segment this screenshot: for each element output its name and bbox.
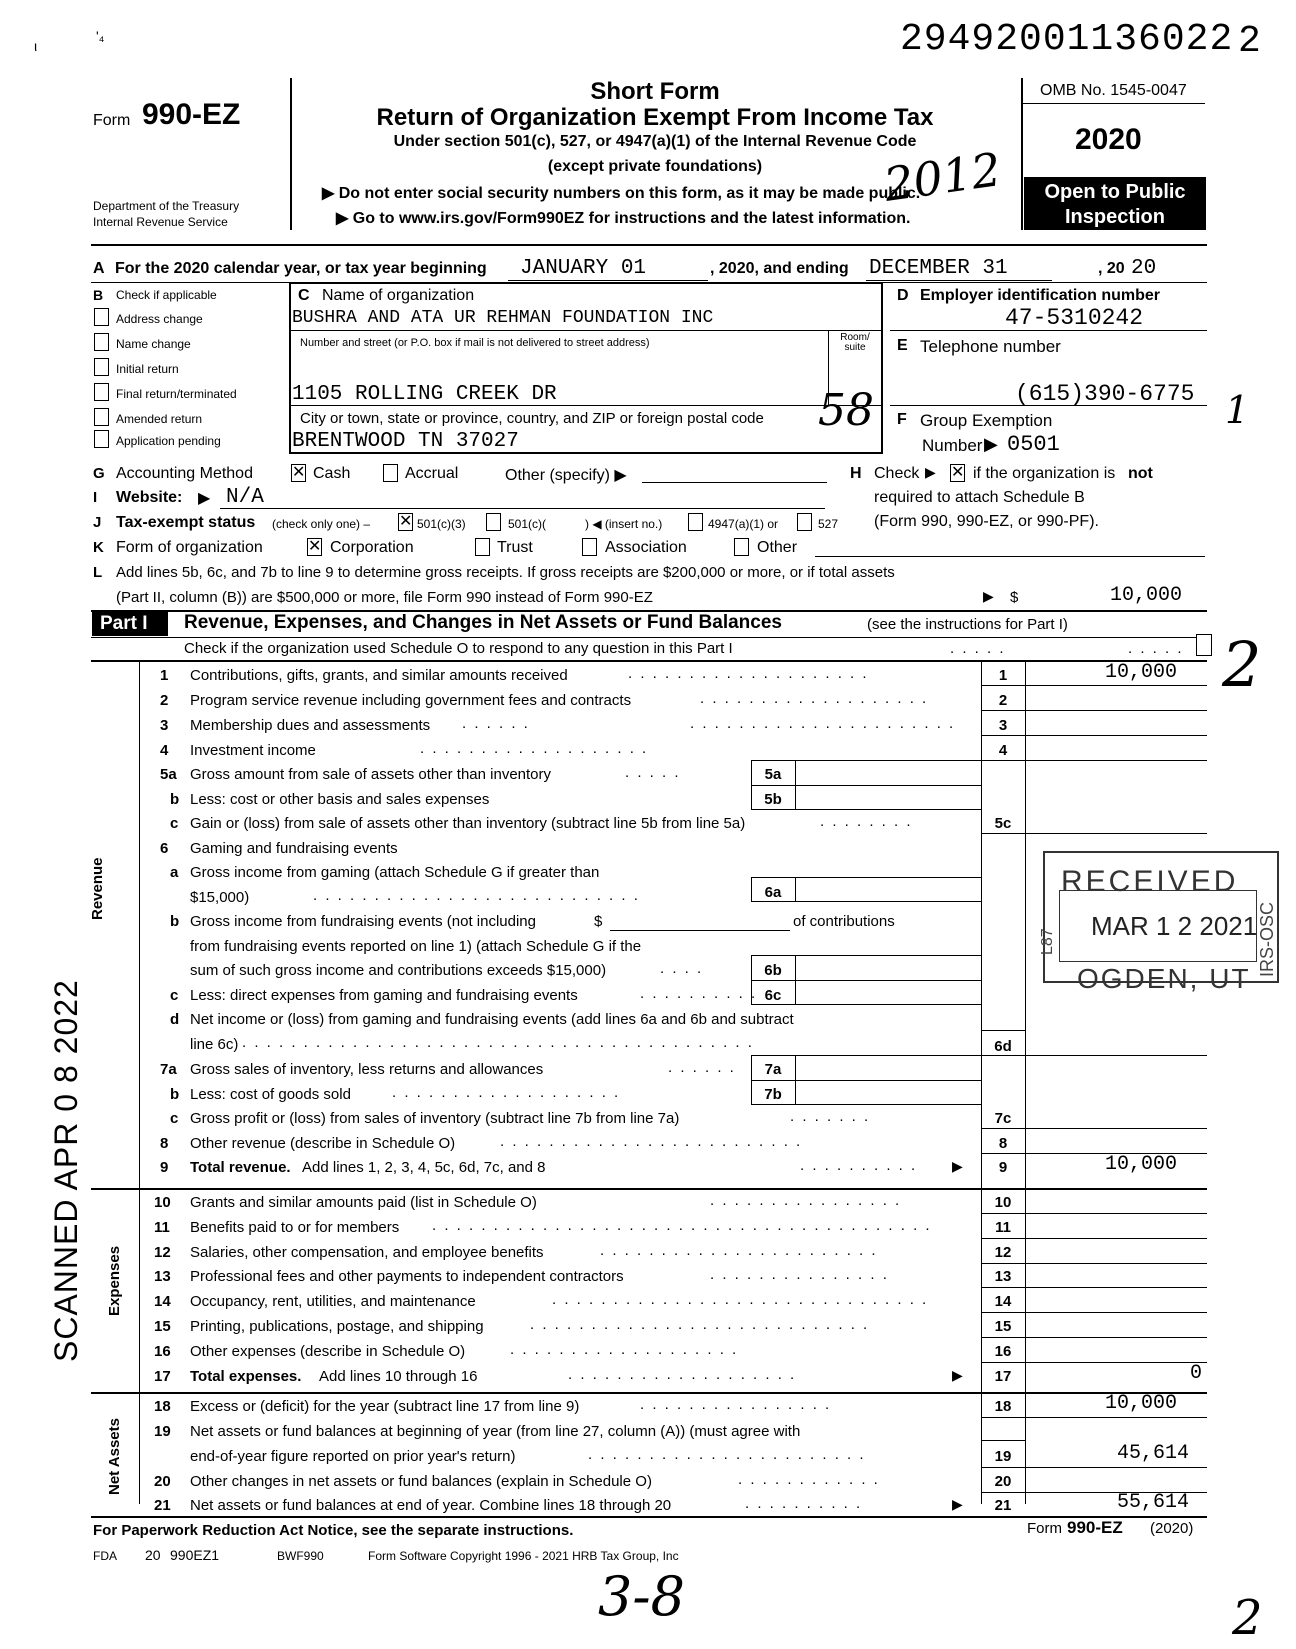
address-change-checkbox[interactable]	[94, 308, 109, 326]
box-number: 6c	[764, 987, 782, 1004]
rule	[981, 1417, 1207, 1418]
rule	[981, 1287, 1207, 1288]
line-number: 8	[160, 1135, 169, 1152]
amended-return-checkbox[interactable]	[94, 408, 109, 426]
box-number: 19	[994, 1448, 1012, 1465]
received-stamp	[1037, 845, 1287, 1005]
arrow-icon: ▶	[952, 1496, 963, 1512]
city-label: City or town, state or province, country, and ZIP or foreign postal code	[300, 410, 764, 427]
address-change-label: Address change	[116, 312, 203, 326]
line-number: 7a	[160, 1061, 177, 1078]
line-6d-text: Net income or (loss) from gaming and fundraising events (add lines 6a and 6b and subtract	[190, 1011, 794, 1028]
box-number: 5b	[764, 791, 782, 808]
cash-label: Cash	[313, 465, 351, 482]
rule	[139, 660, 140, 1504]
rule	[981, 1337, 1207, 1338]
line-19-text: Net assets or fund balances at beginning of year (from line 27, column (A)) (must agree with	[190, 1423, 801, 1440]
line-7c-text: Gross profit or (loss) from sales of inventory (subtract line 7b from line 7a)	[190, 1110, 680, 1127]
arrow-icon: ▶	[984, 434, 998, 454]
group-exemption-title: Group Exemption	[920, 411, 1053, 430]
form-number: 990-EZ	[142, 98, 241, 131]
line-number: c	[170, 987, 179, 1004]
box-number: 16	[994, 1343, 1012, 1360]
line-number: b	[170, 791, 180, 808]
rule	[866, 280, 1052, 281]
line-1-text: Contributions, gifts, grants, and similar amounts received	[190, 667, 568, 684]
handwritten-mark: 1	[1225, 388, 1250, 432]
501c-label: 501(c)(	[508, 517, 547, 531]
net-assets-side-label: Net Assets	[106, 1418, 123, 1495]
tax-exempt-title: Tax-exempt status	[116, 514, 256, 531]
box-number: 6b	[764, 962, 782, 979]
box-number: 5c	[994, 815, 1012, 832]
line-number: b	[170, 1086, 180, 1103]
scanned-stamp: SCANNED APR 0 8 2022	[48, 979, 84, 1362]
rule	[1021, 103, 1205, 104]
527-checkbox[interactable]	[797, 513, 812, 531]
rule	[1025, 660, 1026, 1504]
rule	[139, 1392, 1207, 1394]
line-6a-text2: $15,000)	[190, 889, 250, 906]
irs-label: Internal Revenue Service	[93, 215, 228, 229]
website-value: N/A	[226, 486, 264, 509]
line-number: 6	[160, 840, 169, 857]
line-a-mid: , 2020, and ending	[710, 260, 849, 277]
box-number: 15	[994, 1318, 1012, 1335]
cash-checkbox[interactable]: ✕	[292, 464, 306, 481]
box-number: 1	[998, 667, 1008, 684]
line-13-text: Professional fees and other payments to independent contractors	[190, 1268, 624, 1285]
tax-year-end: DECEMBER 31	[869, 257, 1008, 280]
line-number: d	[170, 1011, 180, 1028]
line-12-text: Salaries, other compensation, and employee benefits	[190, 1244, 544, 1261]
rule	[91, 1516, 1207, 1518]
line-7a-text: Gross sales of inventory, less returns and allowances	[190, 1061, 544, 1078]
line-17-label: Total expenses.	[190, 1368, 302, 1385]
initial-return-checkbox[interactable]	[94, 358, 109, 376]
total-revenue-value[interactable]: 10,000	[1105, 1153, 1178, 1176]
handwritten-initials: 3-8	[598, 1565, 685, 1628]
box-number: 20	[994, 1473, 1012, 1490]
footer-code2: 990EZ1	[170, 1547, 220, 1563]
box-number: 9	[998, 1159, 1008, 1176]
margin-mark: ʹ₄	[96, 28, 105, 44]
line-number: 18	[154, 1398, 171, 1415]
website-title: Website:	[116, 489, 183, 506]
rule	[91, 244, 1207, 246]
copyright: Form Software Copyright 1996 - 2021 HRB Tax Group, Inc	[368, 1549, 679, 1563]
dept-label: Department of the Treasury	[93, 199, 240, 213]
omb-number: OMB No. 1545-0047	[1040, 82, 1187, 99]
box-number: 4	[998, 742, 1008, 759]
line-number: 3	[160, 717, 169, 734]
line-18-text: Excess or (deficit) for the year (subtract line 17 from line 9)	[190, 1398, 580, 1415]
box-number: 12	[994, 1244, 1012, 1261]
total-expenses-value[interactable]: 0	[1190, 1362, 1203, 1385]
box-number: 3	[998, 717, 1008, 734]
initial-return-label: Initial return	[116, 362, 179, 376]
line-number: c	[170, 815, 179, 832]
fda-label: FDA	[93, 1549, 117, 1563]
excess-deficit-value[interactable]: 10,000	[1105, 1392, 1178, 1415]
line-number: 10	[154, 1194, 171, 1211]
title-short-form: Short Form	[590, 78, 720, 105]
footer-form-number: 990-EZ	[1067, 1518, 1123, 1537]
527-label: 527	[818, 517, 839, 531]
room-label: Room/ suite	[840, 332, 870, 353]
line-number: 13	[154, 1268, 171, 1285]
part1-tag: Part I	[100, 613, 148, 634]
line-number: 14	[154, 1293, 171, 1310]
line-6c-text: Less: direct expenses from gaming and fundraising events	[190, 987, 578, 1004]
rule	[795, 877, 796, 902]
line-2-text: Program service revenue including government fees and contracts	[190, 692, 632, 709]
l-dollar: $	[1010, 589, 1019, 606]
box-number: 21	[994, 1497, 1012, 1514]
notice-ssn: ▶ Do not enter social security numbers on this form, as it may be made public.	[322, 185, 921, 202]
schedule-b-checkbox[interactable]: ✕	[951, 464, 965, 481]
margin-mark: ι	[34, 38, 38, 54]
line-5c-text: Gain or (loss) from sale of assets other than inventory (subtract line 5b from line 5a)	[190, 815, 746, 832]
trust-label: Trust	[497, 539, 533, 556]
line-9-text: Add lines 1, 2, 3, 4, 5c, 6d, 7c, and 8	[302, 1159, 546, 1176]
line-6b-of: of contributions	[793, 913, 895, 930]
arrow-icon: ▶	[952, 1158, 963, 1174]
city-state-zip: BRENTWOOD TN 37027	[292, 430, 519, 453]
l-text2: (Part II, column (B)) are $500,000 or more, file Form 990 instead of Form 990-EZ	[116, 589, 653, 606]
other-org-label: Other	[757, 539, 798, 556]
rule[interactable]	[610, 930, 790, 931]
association-checkbox[interactable]	[582, 538, 597, 556]
line-14-text: Occupancy, rent, utilities, and maintenance	[190, 1293, 476, 1310]
title-main: Return of Organization Exempt From Income Tax	[376, 104, 934, 131]
group-number-label: Number	[922, 436, 983, 455]
h-text2: if the organization is	[973, 465, 1116, 482]
line-16-text: Other expenses (describe in Schedule O)	[190, 1343, 466, 1360]
handwritten-number: 2012	[880, 142, 1005, 212]
line-number: 21	[154, 1497, 171, 1514]
box-number: 7c	[994, 1110, 1012, 1127]
paperwork-notice: For Paperwork Reduction Act Notice, see the separate instructions.	[93, 1522, 574, 1539]
h-not: not	[1128, 465, 1153, 482]
net-assets-end-value[interactable]: 55,614	[1117, 1491, 1190, 1514]
line-8-text: Other revenue (describe in Schedule O)	[190, 1135, 456, 1152]
footer-code1: 20	[145, 1547, 161, 1563]
line-number: 9	[160, 1159, 169, 1176]
line-number: b	[170, 913, 180, 930]
line-21-text: Net assets or fund balances at end of year. Combine lines 18 through 20	[190, 1497, 672, 1514]
501c3-checkbox[interactable]: ✕	[399, 513, 413, 530]
other-org-checkbox[interactable]	[734, 538, 749, 556]
box-number: 18	[994, 1398, 1012, 1415]
ein-title: Employer identification number	[920, 287, 1161, 304]
footer-form-label: Form	[1027, 1520, 1062, 1537]
name-change-label: Name change	[116, 337, 191, 351]
line-1-value[interactable]: 10,000	[1105, 661, 1178, 684]
h-text4: (Form 990, 990-EZ, or 990-PF).	[874, 513, 1099, 530]
rule	[289, 405, 883, 406]
rule	[289, 330, 883, 331]
f-label: F	[897, 411, 907, 428]
line-11-text: Benefits paid to or for members	[190, 1219, 400, 1236]
accounting-method-title: Accounting Method	[116, 465, 253, 482]
rule	[91, 637, 1207, 638]
net-assets-begin-value[interactable]: 45,614	[1117, 1442, 1190, 1465]
rule	[91, 660, 1207, 662]
corporation-label: Corporation	[330, 539, 414, 556]
org-name-label: Name of organization	[322, 287, 475, 304]
h-text1: Check	[874, 465, 920, 482]
rule	[981, 735, 1207, 736]
line-17-text: Add lines 10 through 16	[319, 1368, 478, 1385]
line-6b-dollar: $	[594, 913, 603, 930]
g-label: G	[93, 465, 105, 482]
line-10-text: Grants and similar amounts paid (list in Schedule O)	[190, 1194, 537, 1211]
other-method-label: Other (specify) ▶	[505, 467, 627, 484]
line-15-text: Printing, publications, postage, and shipping	[190, 1318, 484, 1335]
line-5a-text: Gross amount from sale of assets other than inventory	[190, 766, 552, 783]
b-title: Check if applicable	[116, 288, 217, 302]
notice-website: ▶ Go to www.irs.gov/Form990EZ for instructions and the latest information.	[336, 210, 911, 227]
rule	[751, 785, 981, 786]
accrual-checkbox[interactable]	[383, 464, 398, 482]
line-a-yr-pre: , 20	[1098, 260, 1125, 277]
rule	[981, 1467, 1207, 1468]
line-number: 5a	[160, 766, 177, 783]
line-number: 4	[160, 742, 169, 759]
rule	[981, 1312, 1207, 1313]
dln-suffix: 2	[1238, 20, 1261, 63]
line-number: 12	[154, 1244, 171, 1261]
application-pending-label: Application pending	[116, 434, 221, 448]
rule	[981, 1362, 1207, 1363]
line-6a-text: Gross income from gaming (attach Schedule G if greater than	[190, 864, 600, 881]
gross-receipts: 10,000	[1110, 584, 1183, 607]
part1-title: Revenue, Expenses, and Changes in Net Assets or Fund Balances	[184, 612, 782, 633]
line-a-label: A	[93, 260, 105, 277]
l-text1: Add lines 5b, 6c, and 7b to line 9 to determine gross receipts. If gross receipts are $200,000 or more, or if total assets	[116, 564, 895, 581]
inspection: Inspection	[1064, 206, 1165, 228]
tax-year-end-yr: 20	[1131, 257, 1157, 280]
d-label: D	[897, 287, 909, 304]
501c-insert: ) ◀ (insert no.)	[585, 517, 663, 531]
rule	[981, 1238, 1207, 1239]
line-number: a	[170, 864, 179, 881]
h-text3: required to attach Schedule B	[874, 489, 1085, 506]
other-org-field[interactable]	[815, 556, 1205, 557]
box-number: 8	[998, 1135, 1008, 1152]
line-number: 19	[154, 1423, 171, 1440]
box-number: 17	[994, 1368, 1012, 1385]
line-4-text: Investment income	[190, 742, 316, 759]
rule	[751, 980, 981, 981]
4947-checkbox[interactable]	[688, 513, 703, 531]
rule	[981, 710, 1207, 711]
rule	[751, 1080, 981, 1081]
name-change-checkbox[interactable]	[94, 333, 109, 351]
org-name: BUSHRA AND ATA UR REHMAN FOUNDATION INC	[292, 308, 714, 328]
stamp-side-right: IRS-OSC	[1257, 901, 1277, 977]
line-9-label: Total revenue.	[190, 1159, 291, 1176]
box-number: 10	[994, 1194, 1012, 1211]
line-6b-text: Gross income from fundraising events (not including	[190, 913, 536, 930]
accrual-label: Accrual	[405, 465, 459, 482]
box-number: 6d	[994, 1038, 1012, 1055]
i-label: I	[93, 489, 98, 506]
stamp-received: RECEIVED	[1061, 865, 1239, 898]
schedule-o-check-text: Check if the organization used Schedule O to respond to any question in this Part I	[184, 640, 733, 657]
box-number: 2	[998, 692, 1008, 709]
corporation-checkbox[interactable]: ✕	[308, 538, 322, 555]
l-label: L	[93, 564, 103, 581]
rule	[981, 833, 1207, 834]
rule	[981, 660, 982, 1504]
box-number: 6a	[764, 884, 782, 901]
line-number: 17	[154, 1368, 171, 1385]
subtitle: Under section 501(c), 527, or 4947(a)(1) of the Internal Revenue Code	[393, 133, 917, 150]
line-number: 11	[154, 1219, 170, 1236]
rule	[981, 760, 1207, 761]
line-6d-text2: line 6c)	[190, 1036, 239, 1053]
c-label: C	[298, 287, 310, 304]
arrow-icon: ▶	[983, 588, 994, 604]
revenue-side-label: Revenue	[89, 857, 106, 920]
phone-value: (615)390-6775	[1015, 381, 1195, 407]
schedule-o-checkbox[interactable]	[1196, 634, 1212, 656]
stamp-side-left: L87	[1039, 928, 1056, 955]
box-number: 7b	[764, 1086, 782, 1103]
dln-number: 29492001136022	[900, 18, 1234, 61]
line-a-text: For the 2020 calendar year, or tax year beginning	[115, 260, 487, 277]
footer-form-year: (2020)	[1150, 1520, 1194, 1537]
line-number: 1	[160, 667, 169, 684]
box-number: 7a	[764, 1061, 782, 1078]
line-20-text: Other changes in net assets or fund balances (explain in Schedule O)	[190, 1473, 652, 1490]
trust-checkbox[interactable]	[475, 538, 490, 556]
box-number: 13	[994, 1268, 1012, 1285]
b-label: B	[93, 287, 104, 303]
rule	[981, 685, 1207, 686]
rule	[981, 1440, 1025, 1441]
arrow-icon: ▶	[925, 464, 936, 480]
arrow-icon: ▶	[952, 1367, 963, 1383]
application-pending-checkbox[interactable]	[94, 430, 109, 448]
k-label: K	[93, 539, 104, 556]
part1-title-note: (see the instructions for Part I)	[867, 616, 1068, 633]
stamp-date: MAR 1 2 2021	[1091, 911, 1258, 941]
box-number: 11	[995, 1219, 1011, 1236]
line-number: 15	[154, 1318, 171, 1335]
rule	[981, 1128, 1207, 1129]
open-public: Open to Public	[1044, 181, 1186, 203]
tax-year: 2020	[1075, 123, 1142, 156]
street-address: 1105 ROLLING CREEK DR	[292, 383, 557, 406]
e-label: E	[897, 337, 908, 354]
box-number: 14	[994, 1293, 1012, 1310]
rule	[139, 1188, 1207, 1190]
line-number: c	[170, 1110, 179, 1127]
group-number: 0501	[1007, 432, 1060, 457]
final-return-checkbox[interactable]	[94, 383, 109, 401]
association-label: Association	[605, 539, 687, 556]
rule	[91, 1188, 139, 1190]
other-method-field[interactable]	[642, 482, 827, 483]
line-6b-text2: from fundraising events reported on line 1) (attach Schedule G if the	[190, 938, 642, 955]
rule	[981, 1213, 1207, 1214]
form-label: Form	[93, 112, 131, 129]
rule	[220, 508, 825, 509]
street-label: Number and street (or P.O. box if mail is not delivered to street address)	[300, 337, 650, 349]
line-number: 2	[160, 692, 169, 709]
ein-value: 47-5310242	[1005, 305, 1144, 331]
arrow-icon: ▶	[198, 490, 211, 507]
handwritten-number: 2	[1222, 628, 1262, 701]
501c-checkbox[interactable]	[486, 513, 501, 531]
handwritten-number: 58	[818, 385, 874, 436]
line-3-text: Membership dues and assessments	[190, 717, 431, 734]
phone-title: Telephone number	[920, 337, 1061, 356]
handwritten-number: 2	[1232, 1590, 1263, 1646]
4947-label: 4947(a)(1) or	[708, 517, 779, 531]
line-5b-text: Less: cost or other basis and sales expenses	[190, 791, 490, 808]
j-label: J	[93, 514, 102, 531]
amended-return-label: Amended return	[116, 412, 203, 426]
tax-exempt-note: (check only one) –	[272, 517, 371, 531]
rule	[981, 1030, 1025, 1031]
box-number: 5a	[764, 766, 782, 783]
rule	[890, 405, 1207, 406]
expenses-side-label: Expenses	[106, 1245, 123, 1316]
line-19-text2: end-of-year figure reported on prior year's return)	[190, 1448, 516, 1465]
line-6-text: Gaming and fundraising events	[190, 840, 398, 857]
line-7b-text: Less: cost of goods sold	[190, 1086, 351, 1103]
header-divider-right	[1021, 78, 1023, 230]
rule	[508, 280, 708, 281]
final-return-label: Final return/terminated	[116, 387, 237, 401]
rule	[91, 1392, 139, 1394]
form-of-org-title: Form of organization	[116, 539, 263, 556]
rule	[890, 330, 1207, 331]
subtitle-2: (except private foundations)	[547, 158, 763, 175]
501c3-label: 501(c)(3)	[417, 517, 466, 531]
rule	[981, 1055, 1207, 1056]
rule	[981, 1263, 1207, 1264]
h-label: H	[850, 465, 862, 482]
line-number: 16	[154, 1343, 171, 1360]
line-number: 20	[154, 1473, 171, 1490]
stamp-city: OGDEN, UT	[1077, 963, 1251, 994]
line-6b-text3: sum of such gross income and contributions exceeds $15,000)	[190, 962, 607, 979]
tax-year-begin: JANUARY 01	[520, 257, 647, 280]
footer-code3: BWF990	[277, 1549, 324, 1563]
